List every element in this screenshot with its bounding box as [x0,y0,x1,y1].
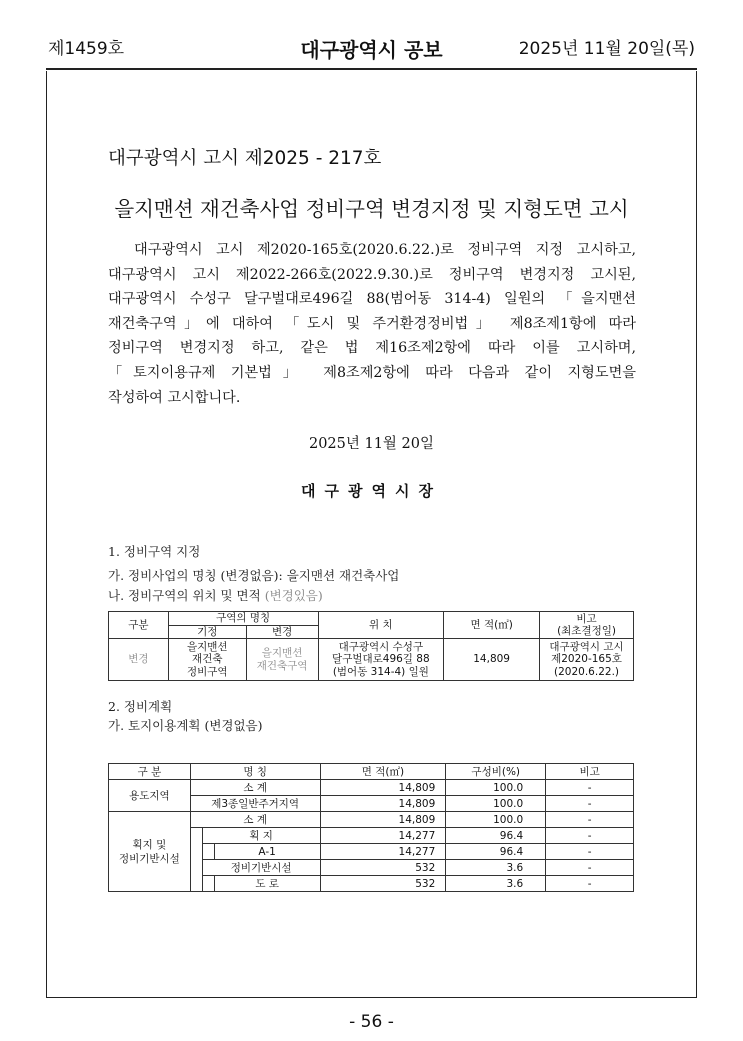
cell-location [318,639,444,681]
table-row [109,780,634,796]
cell-remark: - [546,844,634,860]
body-line: 작성하여 고시합니다. [108,389,241,406]
th-remark-sub: (최초결정일) [557,625,616,637]
notice-body [108,238,636,410]
cell-name: A-1 [214,844,320,860]
table-row [109,812,634,828]
cell-line: 을지맨션 [186,640,228,653]
page-number: - 56 - [349,1012,394,1032]
th-ratio: 구성비(%) [446,764,546,780]
section1-heading: 1. 정비구역 지정 [108,544,201,559]
th-existing: 기정 [168,625,246,639]
indent-cell [202,844,214,860]
body-line: 「토지이용규제 기본법」 제8조제2항에 따라 다음과 같이 지형도면을 [108,364,636,381]
th-area: 면 적(㎡) [320,764,446,780]
cell-name: 획 지 [202,828,320,844]
cell-name: 소 계 [190,812,320,828]
cell-ratio: 100.0 [446,780,546,796]
cell-ratio: 96.4 [446,844,546,860]
cell-area: 14,277 [320,828,446,844]
cell-name: 정비기반시설 [202,860,320,876]
gazette-header [0,34,743,62]
cell-ratio: 100.0 [446,796,546,812]
cell-ratio: 96.4 [446,828,546,844]
item-na-note: (변경있음) [264,588,323,603]
cell-line: 재건축구역 [256,659,308,672]
cell-existing [168,639,246,681]
body-line: 정비구역 변경지정 하고, 같은 법 제16조제2항에 따라 이를 고시하며, [108,340,636,357]
table-row [109,639,634,681]
cell-area: 14,809 [444,639,540,681]
cell-line: 정비구역 [186,665,228,678]
cell-changed [246,639,318,681]
cell-area: 532 [320,860,446,876]
cell-area: 14,809 [320,780,446,796]
cell-area: 532 [320,876,446,892]
cell-area: 14,809 [320,796,446,812]
section1-item-na [108,586,323,604]
cell-remark: - [546,812,634,828]
issue-number: 제1459호 [48,39,125,59]
section2-item-ga: 가. 토지이용계획 (변경없음) [108,718,263,733]
group-parcels [109,812,191,892]
cell-name: 도 로 [214,876,320,892]
cell-line: 달구벌대로496길 88 [332,653,430,666]
th-remark [540,612,634,639]
cell-remark: - [546,860,634,876]
notice-title: 을지맨션 재건축사업 정비구역 변경지정 및 지형도면 고시 [114,197,629,221]
cell-remark: - [546,780,634,796]
notice-date: 2025년 11월 20일 [308,436,435,452]
indent-cell [190,828,202,860]
cell-name: 소 계 [190,780,320,796]
cell-line: 획지 및 [132,838,167,851]
cell-ratio: 3.6 [446,876,546,892]
body-line: 대구광역시 고시 제2022-266호(2022.9.30.)로 정비구역 변경지정 고시된, [108,266,636,283]
group-zoning: 용도지역 [109,780,191,812]
cell-category: 변경 [109,639,169,681]
th-remark: 비고 [546,764,634,780]
cell-remark: - [546,828,634,844]
cell-remark: - [546,876,634,892]
gazette-title: 대구광역시 공보 [300,38,443,62]
th-zone-name: 구역의 명칭 [168,612,318,626]
cell-area: 14,277 [320,844,446,860]
issuer-name: 대구광역시장 [301,482,442,500]
cell-line: 제2020-165호 [551,653,622,666]
th-remark-main: 비고 [576,612,597,625]
header-rule [46,68,697,70]
cell-ratio: 3.6 [446,860,546,876]
body-line: 대구광역시 수성구 달구벌대로496길 88(범어동 314-4) 일원의 「을지맨션 [108,291,636,308]
cell-line: 대구광역시 수성구 [338,640,424,653]
cell-line: 정비기반시설 [118,852,180,865]
section2-heading: 2. 정비계획 [108,699,173,714]
cell-line: 을지맨션 [261,647,303,659]
section1-item-ga: 가. 정비사업의 명칭 (변경없음): 을지맨션 재건축사업 [108,568,400,583]
cell-name: 제3종일반주거지역 [190,796,320,812]
cell-remark [540,639,634,681]
indent-cell [202,876,214,892]
cell-line: 재건축 [192,653,223,666]
cell-line: 대구광역시 고시 [549,640,624,653]
indent-cell [190,860,202,892]
notice-number: 대구광역시 고시 제2025 - 217호 [108,148,382,169]
th-category: 구 분 [109,764,191,780]
cell-line: (범어동 314-4) 일원 [332,665,429,678]
th-category: 구분 [109,612,169,639]
item-na-text: 나. 정비구역의 위치 및 면적 [108,588,261,603]
th-changed: 변경 [246,625,318,639]
cell-line: (2020.6.22.) [554,665,619,678]
cell-remark: - [546,796,634,812]
landuse-table [108,763,634,892]
cell-ratio: 100.0 [446,812,546,828]
body-line: 재건축구역」에 대하여 「도시 및 주거환경정비법」 제8조제1항에 따라 [108,315,636,332]
th-name: 명 칭 [190,764,320,780]
th-location: 위 치 [318,612,444,639]
th-area: 면 적(㎡) [444,612,540,639]
body-line: 대구광역시 고시 제2020-165호(2020.6.22.)로 정비구역 지정 고시하고, [134,242,636,258]
issue-date: 2025년 11월 20일(목) [518,39,695,59]
cell-area: 14,809 [320,812,446,828]
zone-table [108,611,634,681]
